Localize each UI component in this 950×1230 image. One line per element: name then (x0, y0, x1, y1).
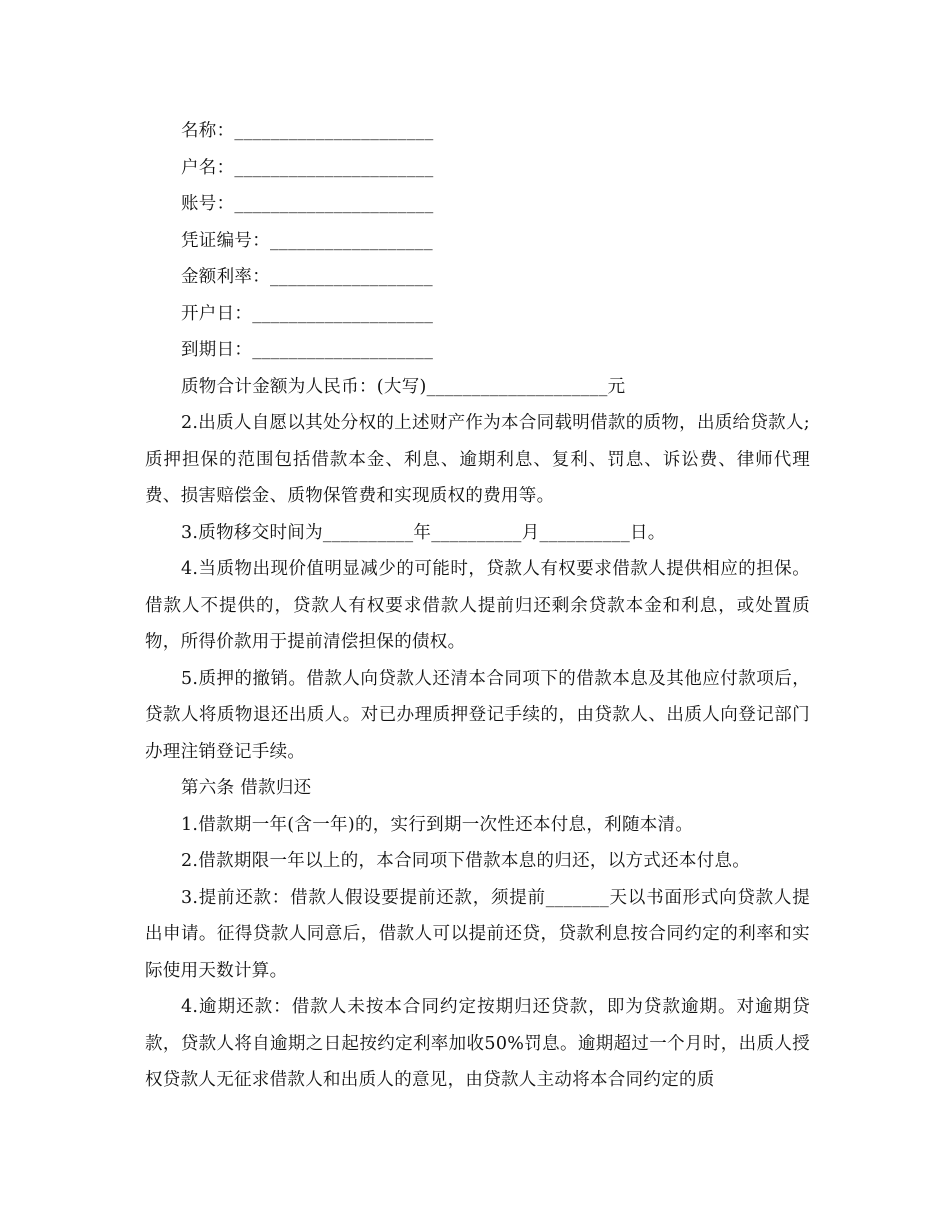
paragraph-value-decrease: 4.当质物出现价值明显减少的可能时，贷款人有权要求借款人提供相应的担保。借款人不提供的，贷款人有权要求借款人提前归还剩余贷款本金和利息，或处置质物，所得价款用于提前清偿担保的债权。 (145, 559, 810, 652)
paragraph-pledge-cancel: 5.质押的撤销。借款人向贷款人还清本合同项下的借款本息及其他应付款项后，贷款人将质物退还出质人。对已办理质押登记手续的，由贷款人、出质人向登记部门办理注销登记手续。 (145, 668, 810, 762)
section-heading-repayment: 第六条 借款归还 (181, 778, 312, 798)
field-voucher-number (145, 223, 810, 260)
field-name-blank[interactable]: ______________________ (234, 121, 434, 141)
field-due-date-blank[interactable]: ____________________ (252, 340, 434, 360)
field-account-number (145, 186, 810, 223)
field-account-name (145, 150, 810, 187)
field-total-amount (145, 369, 810, 406)
field-voucher-number-label: 凭证编号： (181, 230, 270, 251)
paragraph-transfer-time: 3.质物移交时间为__________年__________月__________日。 (181, 522, 666, 543)
field-due-date (145, 332, 810, 369)
field-open-date-blank[interactable]: ____________________ (252, 303, 434, 324)
field-account-number-label: 账号： (181, 194, 235, 214)
paragraph-pledge-scope: 2.出质人自愿以其处分权的上述财产作为本合同载明借款的质物，出质给贷款人;质押担保的范围包括借款本金、利息、逾期利息、复利、罚息、诉讼费、律师代理费、损害赔偿金、质物保管费和实现质权的费用等。 (145, 413, 810, 506)
field-name-label: 名称： (181, 121, 235, 141)
total-amount-line: 质物合计金额为人民币：(大写)____________________元 (181, 376, 626, 397)
paragraph-repay-over-year: 2.借款期限一年以上的，本合同项下借款本息的归还，以方式还本付息。 (181, 851, 751, 871)
field-due-date-label: 到期日： (181, 340, 253, 360)
field-open-date-label: 开户日： (181, 303, 253, 324)
field-account-name-blank[interactable]: ______________________ (234, 157, 434, 178)
paragraph-early-repayment: 3.提前还款：借款人假设要提前还款，须提前_______天以书面形式向贷款人提出申请。征得贷款人同意后，借款人可以提前还贷，贷款利息按合同约定的利率和实际使用天数计算。 (145, 887, 810, 981)
paragraph-repay-one-year: 1.借款期一年(含一年)的，实行到期一次性还本付息，利随本清。 (181, 814, 694, 835)
field-amount-rate-label: 金额利率： (181, 267, 270, 287)
paragraph-overdue-repayment: 4.逾期还款：借款人未按本合同约定按期归还贷款，即为贷款逾期。对逾期贷款，贷款人将自逾期之日起按约定利率加收50%罚息。逾期超过一个月时，出质人授权贷款人无征求借款人和出质人的意见，由贷款人主动将本合同约定的质 (145, 997, 810, 1090)
field-account-number-blank[interactable]: ______________________ (234, 194, 434, 214)
field-name (145, 113, 810, 150)
field-voucher-number-blank[interactable]: __________________ (270, 230, 433, 251)
field-account-name-label: 户名： (181, 157, 235, 178)
field-amount-rate (145, 259, 810, 296)
field-amount-rate-blank[interactable]: __________________ (270, 267, 433, 287)
document-body (145, 113, 810, 1099)
field-open-date (145, 296, 810, 333)
